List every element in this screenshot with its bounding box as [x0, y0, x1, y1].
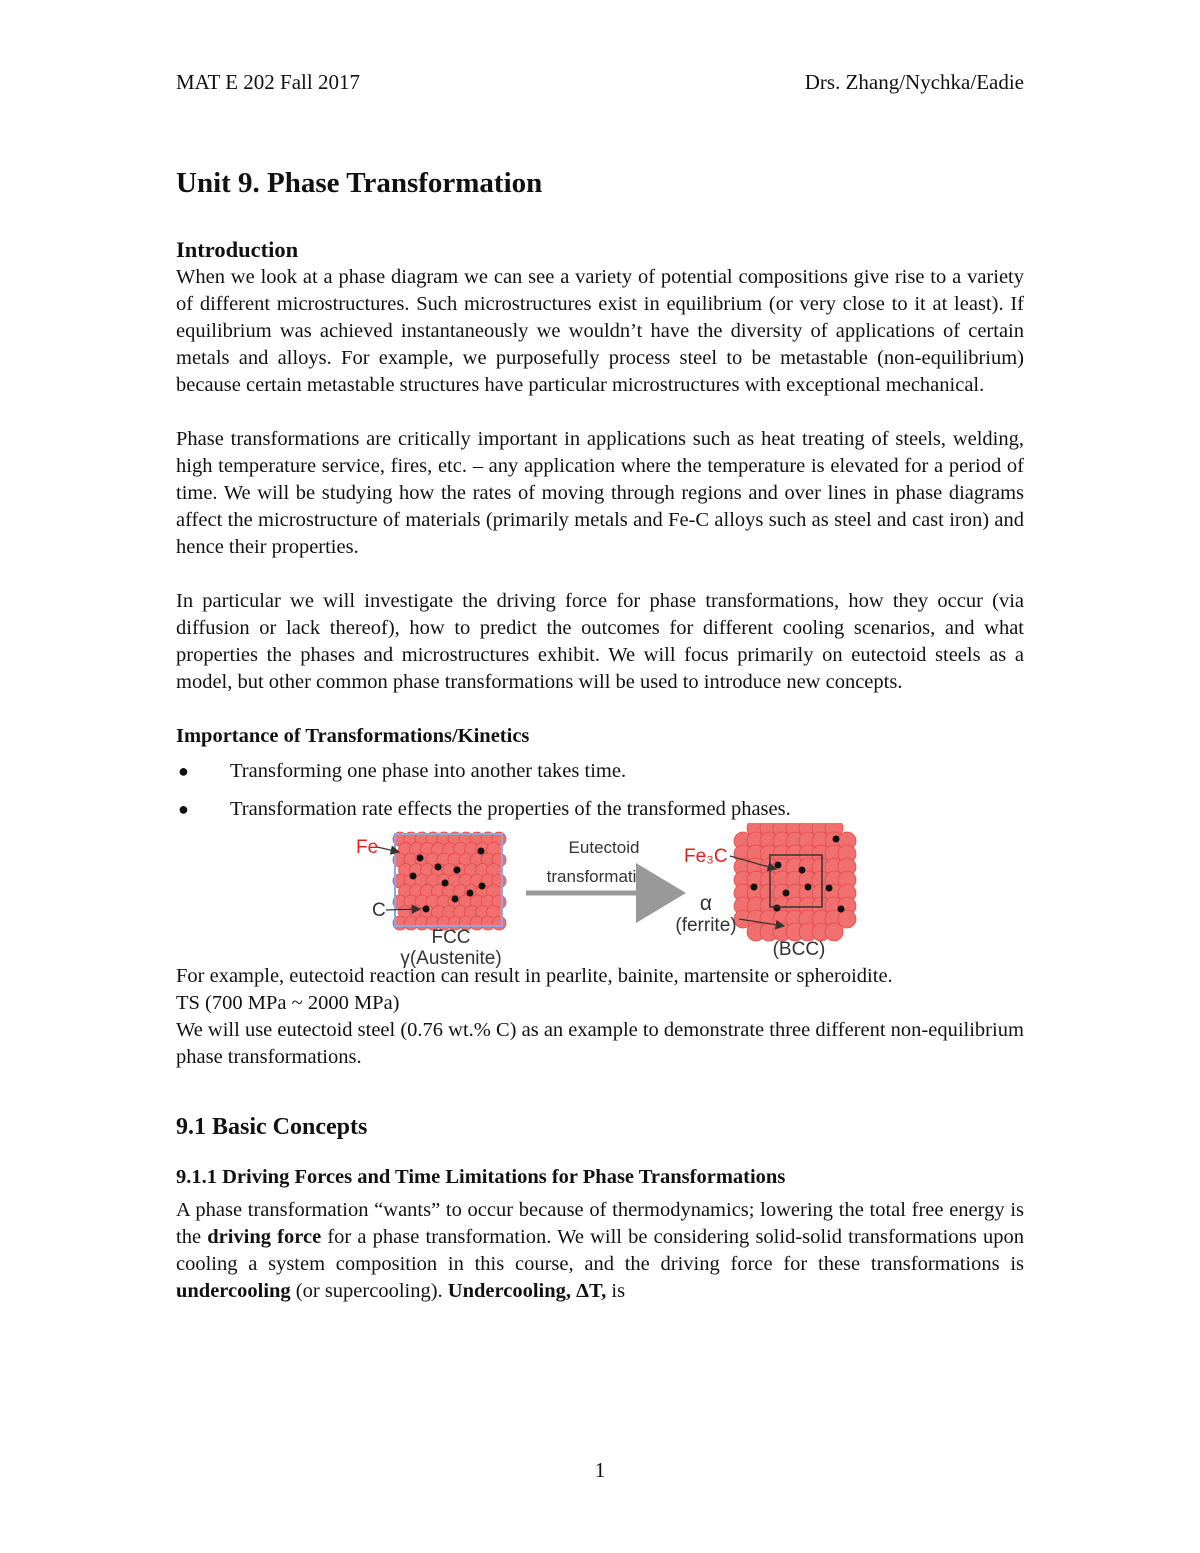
alpha-label: α — [699, 892, 713, 915]
fe3c-label: Fe₃C — [684, 846, 728, 867]
carbon-atom — [467, 890, 474, 897]
carbon-atom — [774, 905, 781, 912]
eutectoid-diagram — [176, 823, 1024, 968]
fe-atom — [492, 916, 506, 930]
subsection-heading: 9.1.1 Driving Forces and Time Limitations for Phase Transformations — [176, 1166, 786, 1188]
carbon-atom — [783, 890, 790, 897]
carbon-atom — [410, 873, 417, 880]
carbon-atom — [799, 867, 806, 874]
carbon-atom — [452, 896, 459, 903]
carbon-atom — [454, 867, 461, 874]
carbon-atom — [833, 836, 840, 843]
example-line: For example, eutectoid reaction can result in pearlite, bainite, martensite or spheroidite. — [176, 965, 893, 987]
eutectoid-figure — [176, 823, 1024, 968]
header-course: MAT E 202 Fall 2017 — [176, 70, 360, 94]
importance-list — [176, 758, 1024, 823]
section-heading: 9.1 Basic Concepts — [176, 1114, 368, 1140]
arrow-label-2: transformation — [546, 867, 656, 886]
bcc-label: (BCC) — [772, 939, 826, 960]
fe-label: Fe — [356, 837, 379, 858]
page-number: 1 — [594, 1458, 606, 1482]
driving-force-paragraph: A phase transformation “wants” to occur because of thermodynamics; lowering the total free energy is the driving force for a phase transformation. We will be considering solid-solid transformations upon cooling a system composition in this course, and the driving force for these transformations is undercooling (or supercooling). Undercooling, ΔT, is — [176, 1199, 1025, 1302]
carbon-atom — [479, 883, 486, 890]
fe-atom — [838, 910, 856, 928]
list-item: ● Transformation rate effects the properties of the transformed phases. — [176, 796, 1024, 823]
eutectoid-steel-line: We will use eutectoid steel (0.76 wt.% C) as an example to demonstrate three different non-equilibrium phase transformations. — [176, 1019, 1024, 1068]
ts-line: TS (700 MPa ~ 2000 MPa) — [176, 992, 400, 1014]
carbon-atom — [442, 880, 449, 887]
undercooling-definition-term: Undercooling, ΔT, — [447, 1280, 607, 1302]
header-authors: Drs. Zhang/Nychka/Eadie — [804, 70, 1024, 94]
carbon-atom — [805, 884, 812, 891]
carbon-atom — [478, 848, 485, 855]
undercooling-term: undercooling — [176, 1280, 291, 1302]
fcc-lattice — [393, 832, 506, 930]
page-title: Unit 9. Phase Transformation — [176, 167, 543, 199]
fcc-label: FCC — [431, 927, 471, 948]
bullet-icon: ● — [178, 799, 189, 819]
intro-heading: Introduction — [176, 237, 299, 262]
carbon-atom — [826, 885, 833, 892]
intro-paragraph-1: When we look at a phase diagram we can see a variety of potential compositions give rise to a variety of different microstructures. Such microstructures exist in equilibrium (or very close to it at least). If equilibrium was achieved instantaneously we wouldn’t have the diversity of applications of certain metals and alloys. For example, we purposefully process steel to be metastable (non-equilibrium) because certain metastable structures have particular microstructures with exceptional mechanical. — [176, 266, 1024, 396]
c-label: C — [372, 900, 386, 921]
importance-heading: Importance of Transformations/Kinetics — [176, 725, 530, 747]
main-content — [176, 163, 1024, 1305]
fe-atom — [825, 923, 843, 941]
arrow-label-1: Eutectoid — [568, 838, 640, 857]
carbon-atom — [838, 906, 845, 913]
bcc-lattice — [734, 823, 856, 941]
intro-paragraph-2: Phase transformations are critically important in applications such as heat treating of steels, welding, high temperature service, fires, etc. – any application where the temperature is elevated for a period of time. We will be studying how the rates of moving through regions and over lines in phase diagrams affect the microstructure of materials (primarily metals and Fe-C alloys such as steel and cast iron) and hence their properties. — [176, 428, 1024, 558]
carbon-atom — [775, 862, 782, 869]
carbon-atom — [423, 906, 430, 913]
ferrite-label: (ferrite) — [675, 915, 737, 936]
bullet-icon: ● — [178, 761, 189, 781]
list-item: ● Transforming one phase into another takes time. — [176, 758, 1024, 785]
carbon-atom — [417, 855, 424, 862]
intro-paragraph-3: In particular we will investigate the driving force for phase transformations, how they occur (via diffusion or lack thereof), how to predict the outcomes for different cooling scenarios, and what properties the phases and microstructures exhibit. We will focus primarily on eutectoid steels as a model, but other common phase transformations will be used to introduce new concepts. — [176, 590, 1024, 693]
austenite-label: γ(Austenite) — [400, 948, 502, 968]
driving-force-term: driving force — [207, 1226, 322, 1248]
carbon-atom — [435, 864, 442, 871]
carbon-atom — [751, 884, 758, 891]
